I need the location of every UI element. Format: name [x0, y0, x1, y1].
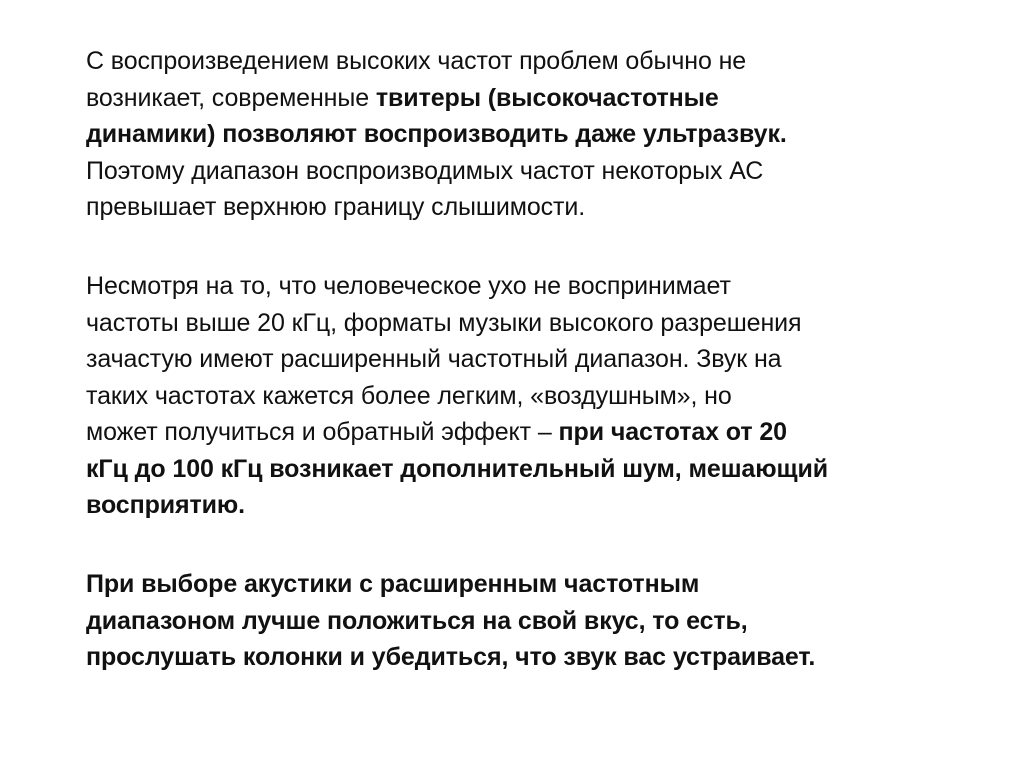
bold-text-span: твитеры (высокочастотные — [375, 83, 719, 112]
bold-text-line: кГц до 100 кГц возникает дополнительный шум, мешающий — [86, 454, 829, 483]
bold-text-line: динамики) позволяют воспроизводить даже ультразвук. — [86, 120, 787, 148]
text-line: зачастую имеют расширенный частотный диапазон. Звук на — [86, 345, 782, 373]
text-line: С воспроизведением высоких частот проблем обычно не — [86, 47, 747, 75]
bold-text-span: при частотах от 20 — [558, 418, 787, 446]
bold-text-line: восприятию. — [86, 491, 246, 519]
text-span: возникает, современные — [86, 83, 376, 112]
text-line: Несмотря на то, что человеческое ухо не воспринимает — [86, 272, 731, 300]
paragraph-tweeters — [86, 43, 946, 226]
paragraph-hires-formats — [86, 268, 946, 524]
text-line: превышает верхнюю границу слышимости. — [86, 193, 586, 221]
paragraph-recommendation — [86, 566, 946, 676]
bold-text-line: диапазоном лучше положиться на свой вкус, то есть, — [86, 606, 748, 635]
bold-text-line: При выборе акустики с расширенным частотным — [86, 570, 700, 598]
bold-text-line: прослушать колонки и убедиться, что звук вас устраивает. — [86, 643, 816, 671]
text-line: Поэтому диапазон воспроизводимых частот некоторых АС — [86, 156, 764, 185]
text-line — [86, 80, 946, 117]
text-line — [86, 414, 946, 451]
text-span: может получиться и обратный эффект – — [86, 418, 559, 446]
text-line: таких частотах кажется более легким, «воздушным», но — [86, 381, 732, 410]
text-line: частоты выше 20 кГц, форматы музыки высокого разрешения — [86, 308, 802, 337]
